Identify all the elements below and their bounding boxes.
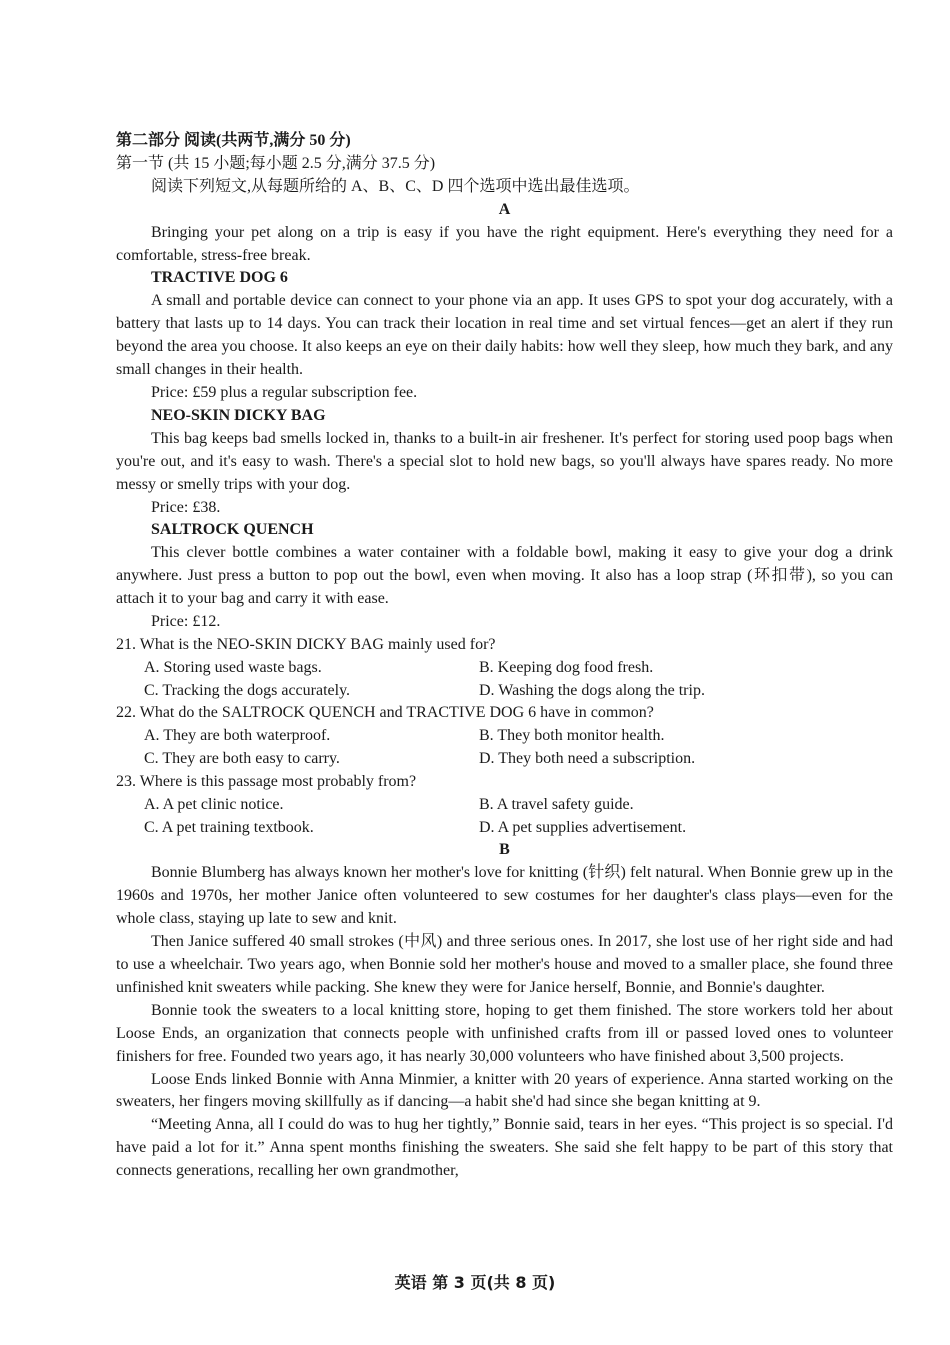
question-stem: 23. Where is this passage most probably from? — [116, 772, 417, 790]
passage-b-paragraph: Bonnie took the sweaters to a local knitting store, hoping to get them finished. The store workers told her about Loose Ends, an organization that connects people with unfinished crafts from ill or passed loved ones to volunteer finishers for free. Founded two years ago, it has nearly 30,000 volunteers who have finished about 3,500 projects. — [116, 1001, 893, 1065]
option-c: C. They are both easy to carry. — [144, 750, 340, 768]
product-description: A small and portable device can connect to your phone via an app. It uses GPS to spot your dog accurately, with a battery that lasts up to 14 days. You can track their location in real time and set virtual fences—get an alert if they run beyond the area you choose. It also keeps an eye on their daily habits: how well they sleep, how much they bark, and any small changes in their health. — [116, 292, 893, 379]
passage-b-paragraph: Then Janice suffered 40 small strokes (中风) and three serious ones. In 2017, she lost use of her right side and had to use a wheelchair. Two years ago, when Bonnie sold her mother's house and moved to a smaller place, she found three unfinished knit sweaters while packing. She knew they were for Janice herself, Bonnie, and Bonnie's daughter. — [116, 933, 893, 996]
option-b: B. A travel safety guide. — [479, 795, 634, 813]
option-a: A. They are both waterproof. — [144, 727, 331, 745]
option-d: D. A pet supplies advertisement. — [479, 818, 687, 836]
option-d: D. They both need a subscription. — [479, 750, 696, 768]
option-b: B. They both monitor health. — [479, 727, 665, 745]
product-title: SALTROCK QUENCH — [151, 521, 314, 539]
question-options — [116, 657, 893, 680]
question-options — [116, 680, 893, 703]
product-price: Price: £38. — [151, 498, 221, 516]
option-d: D. Washing the dogs along the trip. — [479, 681, 705, 699]
option-c: C. A pet training textbook. — [144, 818, 314, 836]
section-heading: 第一节 (共 15 小题;每小题 2.5 分,满分 37.5 分) — [116, 154, 436, 172]
instruction: 阅读下列短文,从每题所给的 A、B、C、D 四个选项中选出最佳选项。 — [151, 177, 640, 195]
question-stem: 22. What do the SALTROCK QUENCH and TRACTIVE DOG 6 have in common? — [116, 704, 654, 722]
passage-b-paragraph: Loose Ends linked Bonnie with Anna Minmier, a knitter with 20 years of experience. Anna started working on the sweaters, her fingers moving skillfully as if dancing—a habit she'd had since she began knitting at 9. — [116, 1070, 893, 1111]
product-title: NEO-SKIN DICKY BAG — [151, 406, 326, 424]
question-stem: 21. What is the NEO-SKIN DICKY BAG mainly used for? — [116, 635, 496, 653]
page-footer: 英语 第 3 页(共 8 页) — [394, 1273, 556, 1292]
question-options — [116, 748, 893, 771]
passage-b-letter: B — [499, 841, 510, 859]
option-c: C. Tracking the dogs accurately. — [144, 681, 351, 699]
question-options — [116, 725, 893, 748]
option-a: A. A pet clinic notice. — [144, 795, 284, 813]
option-b: B. Keeping dog food fresh. — [479, 658, 654, 676]
passage-b-paragraph: “Meeting Anna, all I could do was to hug her tightly,” Bonnie said, tears in her eyes. “This project is so special. I'd have paid a lot for it.” Anna spent months finishing the sweaters. She said she felt happy to be part of this story that connects generations, recalling her own grandmother, — [116, 1116, 893, 1180]
product-title: TRACTIVE DOG 6 — [151, 269, 288, 287]
passage-b-paragraph: Bonnie Blumberg has always known her mother's love for knitting (针织) felt natural. When Bonnie grew up in the 1960s and 1970s, her mother Janice often volunteered to sew costumes for her daughter's class plays—even for the whole class, staying up late to sew and knit. — [116, 864, 893, 928]
option-a: A. Storing used waste bags. — [144, 658, 322, 676]
question-options — [116, 817, 893, 840]
question-options — [116, 794, 893, 817]
passage-a-intro: Bringing your pet along on a trip is easy if you have the right equipment. Here's everything they need for a comfortable, stress-free break. — [116, 223, 893, 264]
product-price: Price: £12. — [151, 613, 221, 631]
product-price: Price: £59 plus a regular subscription fee. — [151, 383, 418, 401]
product-description: This bag keeps bad smells locked in, thanks to a built-in air freshener. It's perfect for storing used poop bags when you're out, and it's easy to wash. There's a special slot to hold new bags, so you'll always have spares ready. No more messy or smelly trips with your dog. — [116, 429, 893, 493]
exam-page — [116, 130, 893, 1183]
part-heading: 第二部分 阅读(共两节,满分 50 分) — [116, 132, 351, 149]
passage-a-letter: A — [498, 200, 511, 218]
product-description: This clever bottle combines a water container with a foldable bowl, making it easy to give your dog a drink anywhere. Just press a button to pop out the bowl, even when moving. It also has a loop strap (环扣带), so you can attach it to your bag and carry it with ease. — [116, 544, 893, 608]
